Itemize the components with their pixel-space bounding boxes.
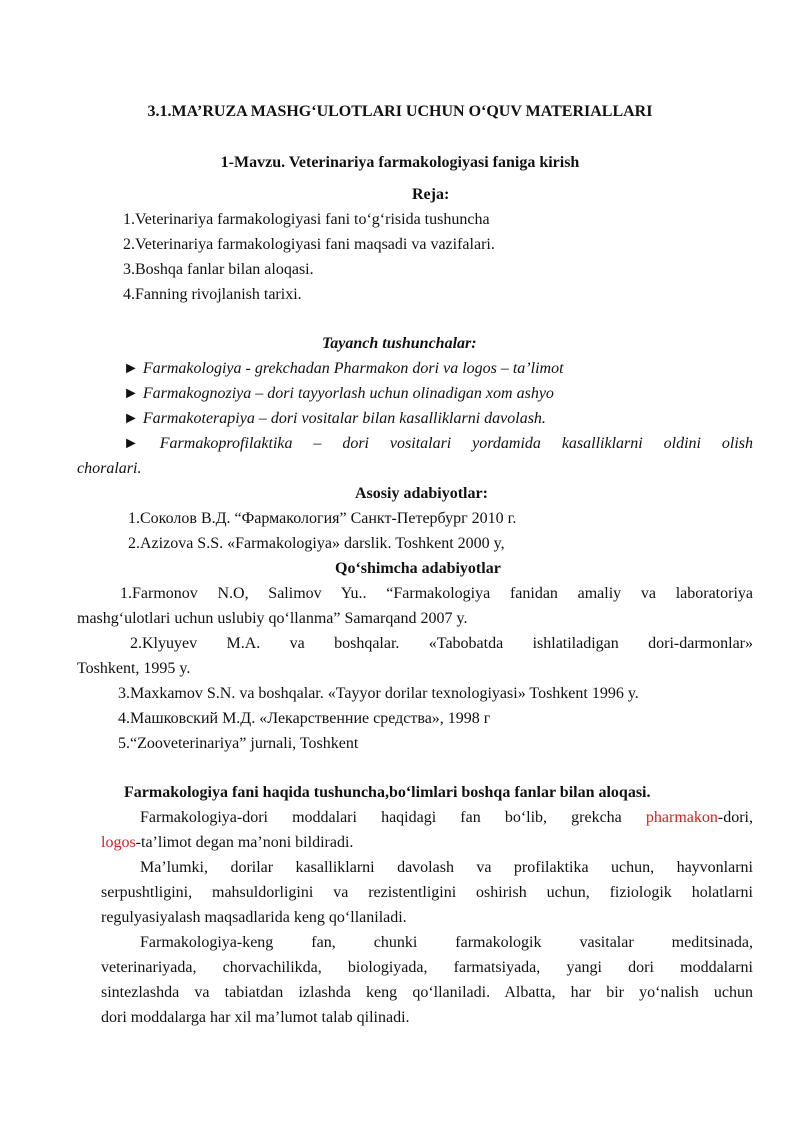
extra-literature-line: Toshkent, 1995 y.: [77, 660, 191, 677]
concept-item: [123, 359, 564, 379]
concept-text: Farmakoprofilaktika – dori vositalari yordamida kasalliklarni oldini olish: [159, 435, 754, 452]
main-literature-item: 1.Соколов В.Д. “Фармакология” Санкт-Петербург 2010 г.: [128, 510, 517, 527]
highlighted-term: pharmakon: [645, 809, 718, 826]
plan-item: 2.Veterinariya farmakologiyasi fani maqsadi va vazifalari.: [123, 236, 495, 253]
concept-item: [123, 434, 753, 454]
paragraph-line: veterinariyada, chorvachilikda, biologiyada, farmatsiyada, yangi dori moddalarni: [101, 959, 753, 976]
main-literature-title: Asosiy adabiyotlar:: [355, 485, 488, 502]
concept-text: Farmakognoziya – dori tayyorlash uchun olinadigan xom ashyo: [142, 385, 554, 402]
paragraph-line: serpushtligini, mahsuldorligini va rezistentligini oshirish uchun, fiziologik holatlarni: [101, 884, 753, 901]
paragraph-text: -dori,: [717, 809, 753, 826]
highlighted-term: logos: [101, 834, 136, 851]
main-literature-item: 2.Azizova S.S. «Farmakologiya» darslik. Toshkent 2000 y,: [128, 535, 505, 552]
paragraph-line: sintezlashda va tabiatdan izlashda keng qo‘llaniladi. Albatta, har bir yo‘nalish uchun: [101, 984, 753, 1001]
extra-literature-line: 2.Klyuyev M.A. va boshqalar. «Tabobatda ishlatiladigan dori-darmonlar»: [130, 635, 753, 652]
paragraph-text: -ta’limot degan ma’noni bildiradi.: [135, 834, 354, 851]
bullet-arrow-icon: ►: [123, 435, 139, 452]
extra-literature-title: Qo‘shimcha adabiyotlar: [335, 560, 501, 577]
bullet-arrow-icon: ►: [123, 360, 139, 377]
plan-item: 3.Boshqa fanlar bilan aloqasi.: [123, 261, 314, 278]
bullet-arrow-icon: ►: [123, 410, 139, 427]
extra-literature-line: mashg‘ulotlari uchun uslubiy qo‘llanma” Samarqand 2007 y.: [77, 610, 468, 627]
paragraph-line: Farmakologiya-keng fan, chunki farmakologik vasitalar meditsinada,: [140, 934, 753, 951]
extra-literature-line: 5.“Zooveterinariya” jurnali, Toshkent: [118, 735, 359, 752]
plan-item: 1.Veterinariya farmakologiyasi fani to‘g‘risida tushuncha: [123, 211, 490, 228]
extra-literature-line: 1.Farmonov N.O, Salimov Yu.. “Farmakologiya fanidan amaliy va laboratoriya: [120, 585, 753, 602]
concept-continuation: choralari.: [77, 460, 142, 477]
paragraph-line: dori moddalarga har xil ma’lumot talab qilinadi.: [101, 1009, 410, 1026]
concept-item: [123, 384, 554, 404]
concept-text: Farmakologiya - grekchadan Pharmakon dori va logos – ta’limot: [142, 360, 564, 377]
paragraph-line: regulyasiyalash maqsadlarida keng qo‘llaniladi.: [101, 909, 407, 926]
extra-literature-line: 4.Машковский М.Д. «Лекарственние средства», 1998 г: [118, 710, 491, 727]
bullet-arrow-icon: ►: [123, 385, 139, 402]
plan-title: Reja:: [412, 186, 450, 203]
plan-item: 4.Fanning rivojlanish tarixi.: [123, 286, 302, 303]
concept-item: [123, 409, 546, 429]
paragraph-line: [101, 833, 353, 853]
concept-text: Farmakoterapiya – dori vositalar bilan kasalliklarni davolash.: [142, 410, 546, 427]
topic-title: 1-Mavzu. Veterinariya farmakologiyasi faniga kirish: [220, 154, 580, 171]
extra-literature-line: 3.Maxkamov S.N. va boshqalar. «Tayyor dorilar texnologiyasi» Toshkent 1996 y.: [118, 685, 639, 702]
concepts-title: Tayanch tushunchalar:: [322, 335, 477, 352]
paragraph-text: Farmakologiya-dori moddalari haqidagi fan bo‘lib, grekcha: [140, 809, 646, 826]
section-title: Farmakologiya fani haqida tushuncha,bo‘limlari boshqa fanlar bilan aloqasi.: [124, 784, 651, 801]
paragraph-line: [140, 808, 753, 828]
paragraph-line: Ma’lumki, dorilar kasalliklarni davolash va profilaktika uchun, hayvonlarni: [140, 859, 753, 876]
page-heading: 3.1.MA’RUZA MASHG‘ULOTLARI UCHUN O‘QUV MATERIALLARI: [147, 103, 653, 120]
